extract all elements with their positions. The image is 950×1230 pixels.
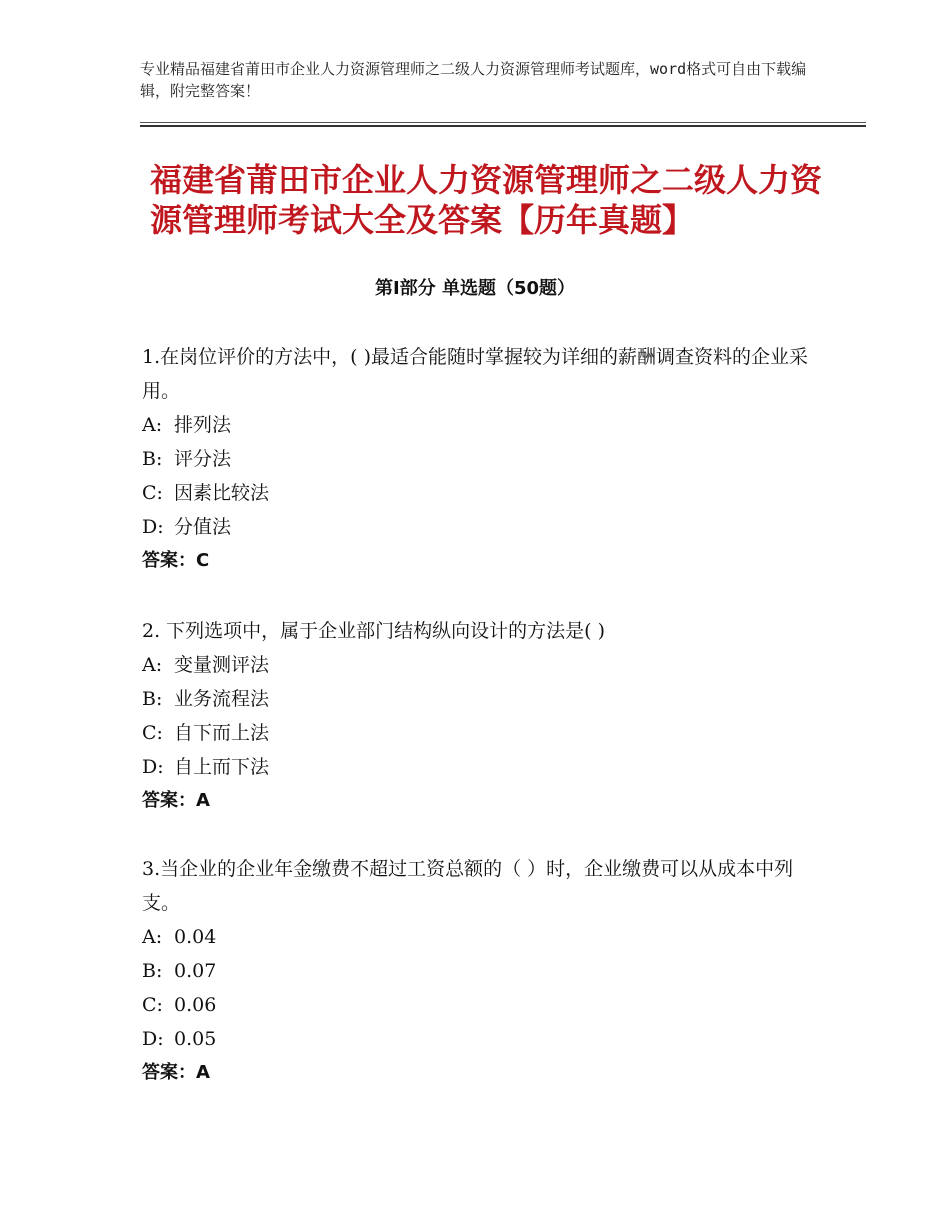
option-c bbox=[142, 716, 822, 750]
section-heading: 第Ⅰ部分 单选题（50题） bbox=[374, 278, 575, 299]
option-text: 自下而上法 bbox=[174, 722, 270, 744]
option-c bbox=[142, 988, 822, 1022]
question-stem: 1.在岗位评价的方法中，( )最适合能随时掌握较为详细的薪酬调查资料的企业采用。 bbox=[142, 346, 808, 402]
option-a bbox=[142, 648, 822, 682]
option-a bbox=[142, 920, 822, 954]
option-text: 变量测评法 bbox=[174, 654, 270, 676]
answer-label: 答案：C bbox=[142, 550, 210, 571]
option-letter: A: bbox=[142, 926, 163, 948]
option-letter: B: bbox=[142, 448, 163, 470]
option-text: 自上而下法 bbox=[174, 756, 270, 778]
question-1 bbox=[142, 340, 822, 578]
header-rule-thick bbox=[140, 125, 866, 127]
option-text: 0.05 bbox=[174, 1028, 217, 1050]
option-b bbox=[142, 954, 822, 988]
header-rule-thin bbox=[140, 122, 866, 123]
option-text: 0.07 bbox=[174, 960, 217, 982]
option-d bbox=[142, 1022, 822, 1056]
option-letter: C: bbox=[142, 722, 163, 744]
option-text: 0.04 bbox=[174, 926, 217, 948]
header-note: 专业精品福建省莆田市企业人力资源管理师之二级人力资源管理师考试题库，word格式可自由下载编辑，附完整答案！ bbox=[140, 60, 807, 100]
question-stem: 2. 下列选项中，属于企业部门结构纵向设计的方法是( ) bbox=[142, 620, 606, 642]
option-letter: D: bbox=[142, 756, 164, 778]
option-letter: D: bbox=[142, 516, 164, 538]
option-text: 0.06 bbox=[174, 994, 217, 1016]
option-b bbox=[142, 442, 822, 476]
option-letter: D: bbox=[142, 1028, 164, 1050]
option-c bbox=[142, 476, 822, 510]
answer-label: 答案：A bbox=[142, 790, 210, 811]
option-text: 分值法 bbox=[174, 516, 232, 538]
option-letter: B: bbox=[142, 688, 163, 710]
question-stem: 3.当企业的企业年金缴费不超过工资总额的（ ）时，企业缴费可以从成本中列支。 bbox=[142, 858, 794, 914]
option-letter: A: bbox=[142, 654, 163, 676]
option-text: 排列法 bbox=[174, 414, 232, 436]
document-title: 福建省莆田市企业人力资源管理师之二级人力资源管理师考试大全及答案【历年真题】 bbox=[150, 161, 823, 239]
option-b bbox=[142, 682, 822, 716]
question-2 bbox=[142, 614, 822, 818]
option-d bbox=[142, 510, 822, 544]
question-3 bbox=[142, 852, 822, 1090]
option-letter: A: bbox=[142, 414, 163, 436]
option-letter: C: bbox=[142, 482, 163, 504]
option-d bbox=[142, 750, 822, 784]
answer-label: 答案：A bbox=[142, 1062, 210, 1083]
option-a bbox=[142, 408, 822, 442]
option-text: 评分法 bbox=[174, 448, 232, 470]
option-text: 因素比较法 bbox=[174, 482, 270, 504]
option-letter: C: bbox=[142, 994, 163, 1016]
option-letter: B: bbox=[142, 960, 163, 982]
option-text: 业务流程法 bbox=[174, 688, 270, 710]
